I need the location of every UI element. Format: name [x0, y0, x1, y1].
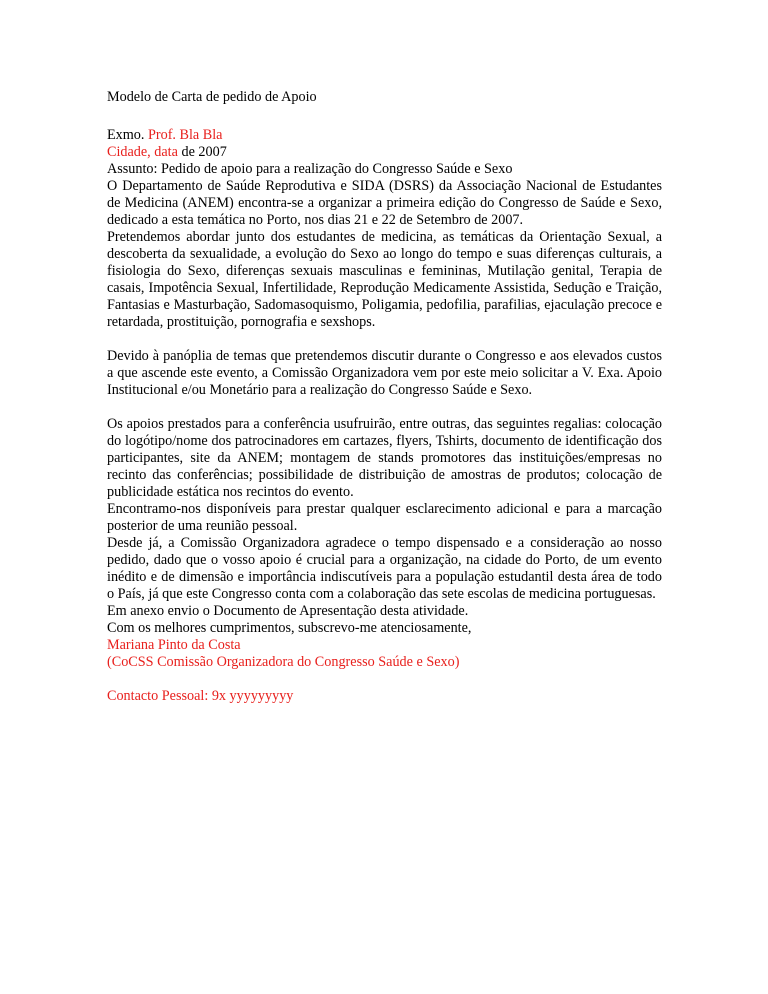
date-year: de 2007: [177, 144, 227, 160]
greeting-prefix: Exmo.: [107, 127, 148, 143]
document-title: Modelo de Carta de pedido de Apoio: [107, 89, 317, 105]
recipient-name: Prof. Bla Bla: [147, 127, 223, 143]
intro-paragraph: O Departamento de Saúde Reprodutiva e SIDA (DSRS) da Associação Nacional de Estudantes de Medicina (ANEM) encontra-se a organizar a primeira edição do Congresso de Saúde e Sexo, dedicado a esta temática no Porto, nos dias 21 e 22 de Setembro de 2007.: [107, 178, 662, 228]
date-placeholder: Cidade, data: [107, 144, 178, 160]
signature-name: Mariana Pinto da Costa: [107, 637, 241, 653]
benefits-paragraph: Os apoios prestados para a conferência usufruirão, entre outras, das seguintes regalias: colocação do logótipo/nome dos patrocinadores em cartazes, flyers, Tshirts, documento de identificação dos participantes, site da ANEM; montagem de stands promotores das instituições/empresas no recinto das conferências; possibilidade de distribuição de amostras de produtos; colocação de publicidade estática nos recintos do evento.: [107, 416, 662, 500]
subject-line: Assunto: Pedido de apoio para a realização do Congresso Saúde e Sexo: [107, 161, 513, 177]
attachment-line: Em anexo envio o Documento de Apresentação desta atividade.: [107, 603, 469, 619]
letter-document: [107, 89, 662, 705]
request-paragraph: Devido à panóplia de temas que pretendemos discutir durante o Congresso e aos elevados custos a que ascende este evento, a Comissão Organizadora vem por este meio solicitar a V. Exa. Apoio Institucional e/ou Monetário para a realização do Congresso Saúde e Sexo.: [107, 348, 662, 398]
signature-organization: (CoCSS Comissão Organizadora do Congresso Saúde e Sexo): [107, 654, 460, 670]
greeting-line: [107, 127, 662, 144]
closing-line: Com os melhores cumprimentos, subscrevo-me atenciosamente,: [107, 620, 472, 636]
date-line: [107, 144, 662, 161]
topics-paragraph: Pretendemos abordar junto dos estudantes de medicina, as temáticas da Orientação Sexual, a descoberta da sexualidade, a evolução do Sexo ao longo do tempo e suas diferenças culturais, a fisiologia do Sexo, diferenças sexuais masculinas e femininas, Mutilação genital, Terapia de casais, Impotência Sexual, Infertilidade, Reprodução Medicamente Assistida, Sedução e Traição, Fantasias e Masturbação, Sadomasoquismo, Poligamia, pedofilia, parafilias, ejaculação precoce e retardada, prostituição, pornografia e sexshops.: [107, 229, 662, 330]
availability-paragraph: Encontramo-nos disponíveis para prestar qualquer esclarecimento adicional e para a marcação posterior de uma reunião pessoal.: [107, 501, 662, 534]
thanks-paragraph: Desde já, a Comissão Organizadora agradece o tempo dispensado e a consideração ao nosso pedido, dado que o vosso apoio é crucial para a organização, na cidade do Porto, de um evento inédito e de dimensão e importância indiscutíveis para a população estudantil desta área de todo o País, já que este Congresso conta com a colaboração das sete escolas de medicina portuguesas.: [107, 535, 662, 602]
contact-line: Contacto Pessoal: 9x yyyyyyyyy: [107, 688, 294, 704]
